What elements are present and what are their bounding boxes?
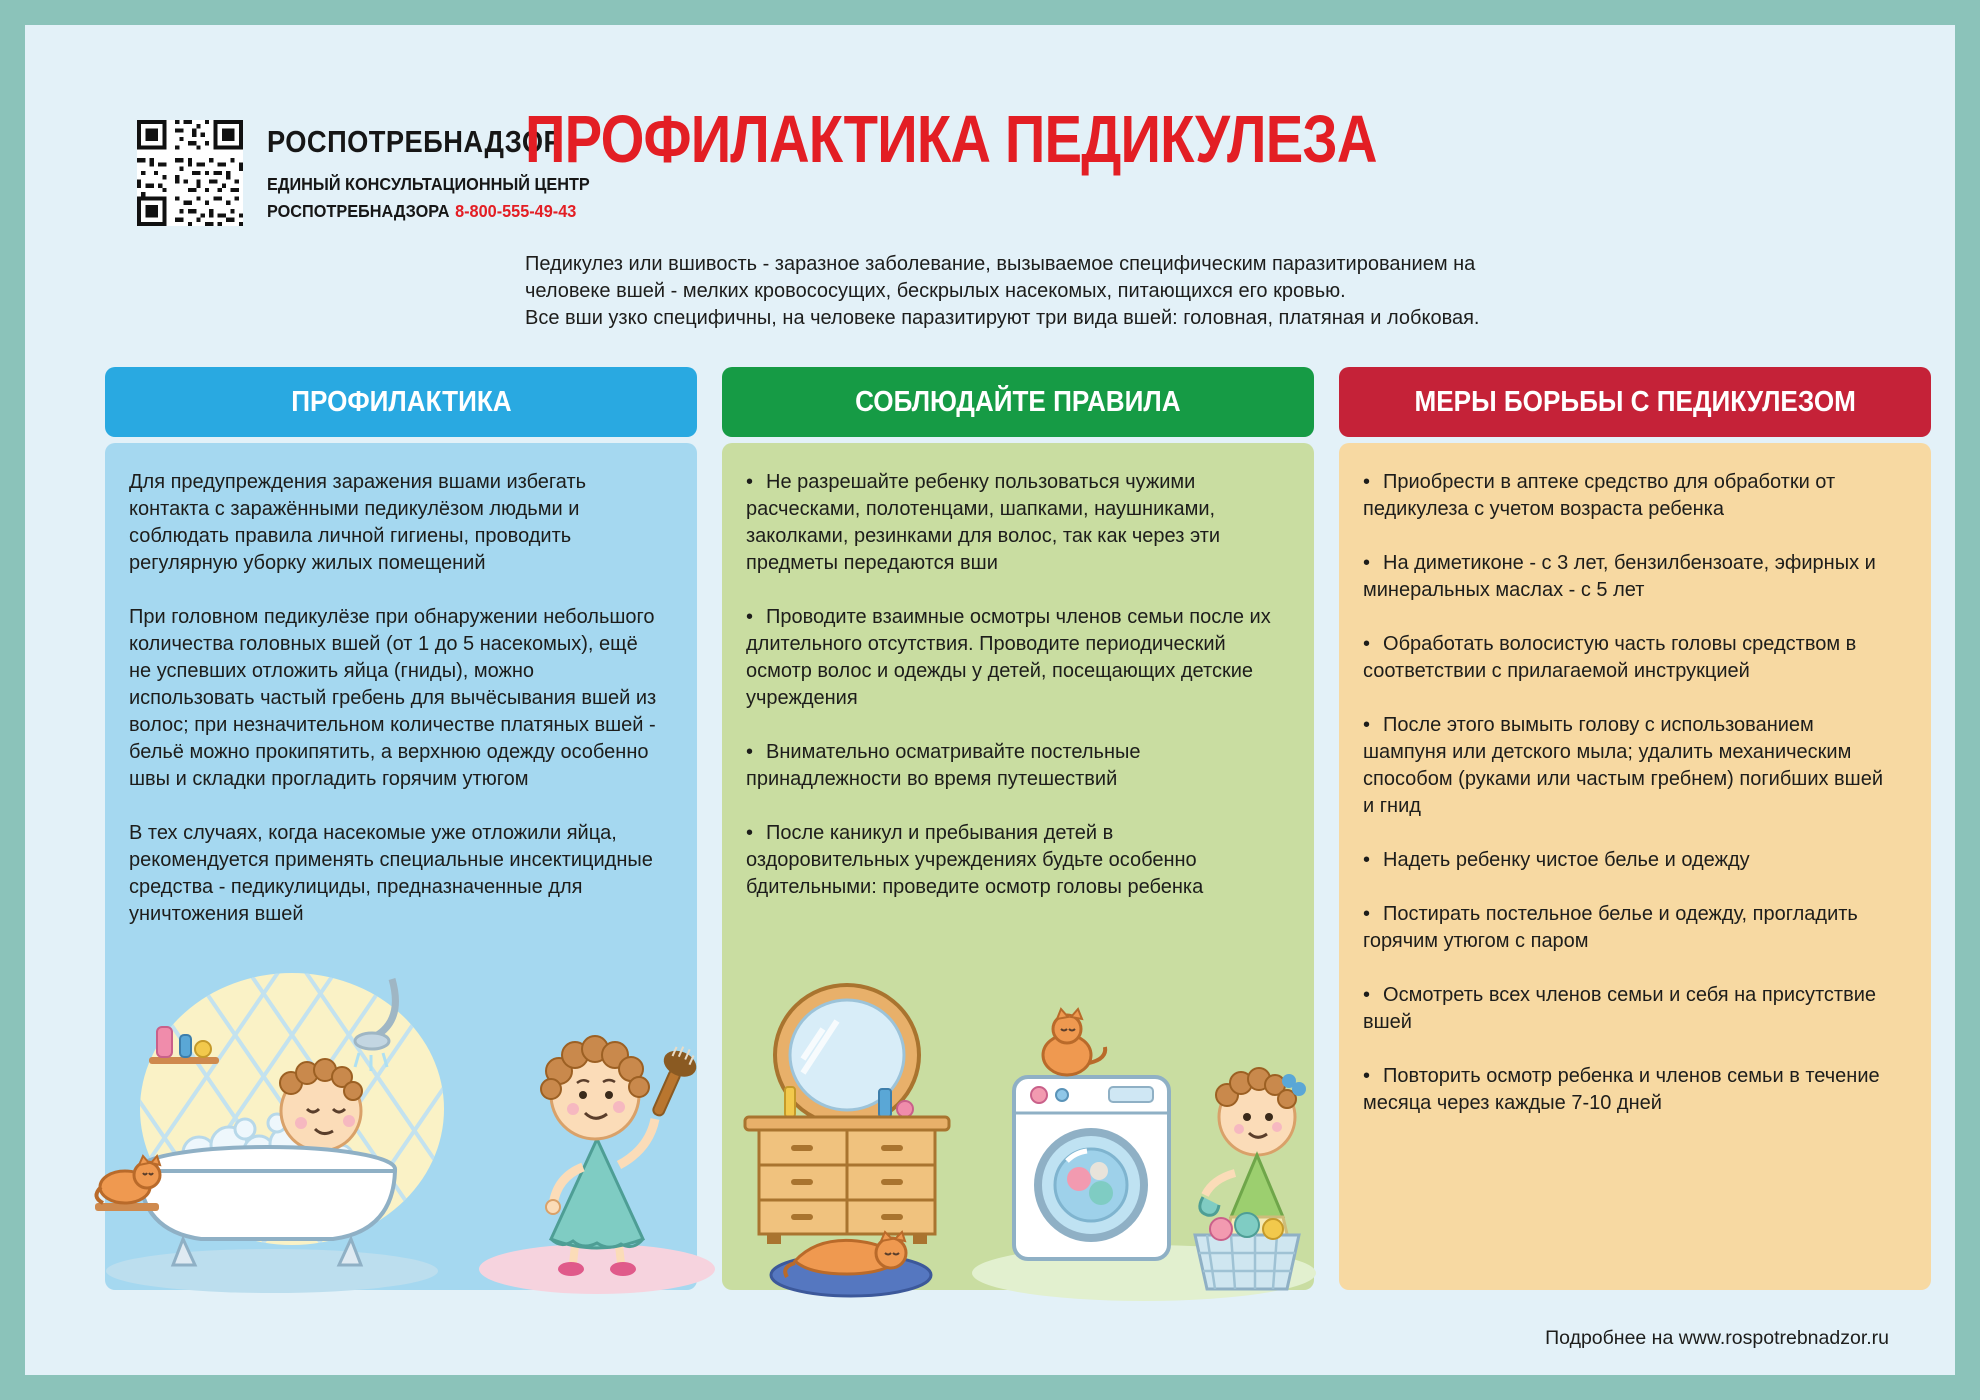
measure-item: • Обработать волосистую часть головы средством в соответствии с прилагаемой инструкцией	[1363, 631, 1891, 685]
measure-item: • После этого вымыть голову с использованием шампуня или детского мыла; удалить механическим способом (руками или частым гребнем) погибших вшей и гнид	[1363, 712, 1891, 820]
intro-line: Педикулез или вшивость - заразное заболевание, вызываемое специфическим паразитированием на	[525, 253, 1476, 275]
column-prevention-title: ПРОФИЛАКТИКА	[290, 385, 512, 418]
measure-item: • Постирать постельное белье и одежду, прогладить горячим утюгом с паром	[1363, 901, 1891, 955]
column-measures	[1339, 367, 1931, 1290]
rule-item: • Проводите взаимные осмотры членов семьи после их длительного отсутствия. Проводите периодический осмотр волос и одежды у детей, посещающих детские учреждения	[746, 604, 1274, 712]
child-in-bath-illustration	[87, 951, 479, 1303]
footer-more-info: Подробнее на www.rospotrebnadzor.ru	[1545, 1327, 1889, 1349]
column-rules-title: СОБЛЮДАЙТЕ ПРАВИЛА	[855, 385, 1181, 418]
intro-line: Все вши узко специфичны, на человеке паразитируют три вида вшей: головная, платяная и лобковая.	[525, 307, 1480, 329]
girl-brushing-hair-illustration	[471, 977, 727, 1299]
consultation-center-line2	[267, 201, 590, 222]
measure-item: • На диметиконе - с 3 лет, бензилбензоате, эфирных и минеральных маслах - с 5 лет	[1363, 550, 1891, 604]
prevention-paragraph: В тех случаях, когда насекомые уже отложили яйца, рекомендуется применять специальные инсектицидные средства - педикулициды, предназначенные для уничтожения вшей	[129, 822, 653, 925]
column-measures-title: МЕРЫ БОРЬБЫ С ПЕДИКУЛЕЗОМ	[1414, 385, 1856, 418]
brand-org-name: РОСПОТРЕБНАДЗОР	[267, 124, 563, 159]
measure-item: • Осмотреть всех членов семьи и себя на присутствие вшей	[1363, 982, 1891, 1036]
laundry-washing-machine-illustration	[959, 967, 1341, 1319]
prevention-paragraph: Для предупреждения заражения вшами избегать контакта с заражёнными педикулёзом людьми и соблюдать правила личной гигиены, проводить регулярную уборку жилых помещений	[129, 471, 587, 574]
consultation-center-org: РОСПОТРЕБНАДЗОРА	[267, 201, 450, 221]
phone-number: 8-800-555-49-43	[455, 201, 577, 221]
column-rules-header	[722, 367, 1314, 437]
mirror-dresser-cat-illustration	[729, 969, 965, 1301]
rule-item: • Внимательно осматривайте постельные принадлежности во время путешествий	[746, 739, 1274, 793]
column-measures-header	[1339, 367, 1931, 437]
page-title: ПРОФИЛАКТИКА ПЕДИКУЛЕЗА	[525, 102, 1377, 177]
measure-item: • Надеть ребенку чистое белье и одежду	[1363, 847, 1891, 874]
measure-item: • Повторить осмотр ребенка и членов семьи в течение месяца через каждые 7-10 дней	[1363, 1063, 1891, 1117]
consultation-center-line1: ЕДИНЫЙ КОНСУЛЬТАЦИОННЫЙ ЦЕНТР	[267, 174, 590, 194]
qr-code-icon	[137, 120, 243, 226]
prevention-paragraph: При головном педикулёзе при обнаружении небольшого количества головных вшей (от 1 до 5 насекомых), ещё не успевших отложить яйца (гниды), можно использовать частый гребень для вычёсывания вшей из волос; при незначительном количестве платяных вшей - бельё можно прокипятить, а верхнюю одежду особенно швы и складки прогладить горячим утюгом	[129, 606, 657, 790]
intro-paragraph	[525, 251, 1480, 332]
measure-item: • Приобрести в аптеке средство для обработки от педикулеза с учетом возраста ребенка	[1363, 469, 1891, 523]
intro-line: человеке вшей - мелких кровососущих, бескрылых насекомых, питающихся его кровью.	[525, 280, 1346, 302]
rule-item: • Не разрешайте ребенку пользоваться чужими расческами, полотенцами, шапками, наушниками, заколками, резинками для волос, так как через эти предметы передаются вши	[746, 469, 1274, 577]
column-prevention-header	[105, 367, 697, 437]
column-measures-body	[1339, 443, 1931, 1290]
rule-item: • После каникул и пребывания детей в оздоровительных учреждениях будьте особенно бдительными: проведите осмотр головы ребенка	[746, 820, 1274, 901]
poster-surface	[25, 25, 1955, 1375]
